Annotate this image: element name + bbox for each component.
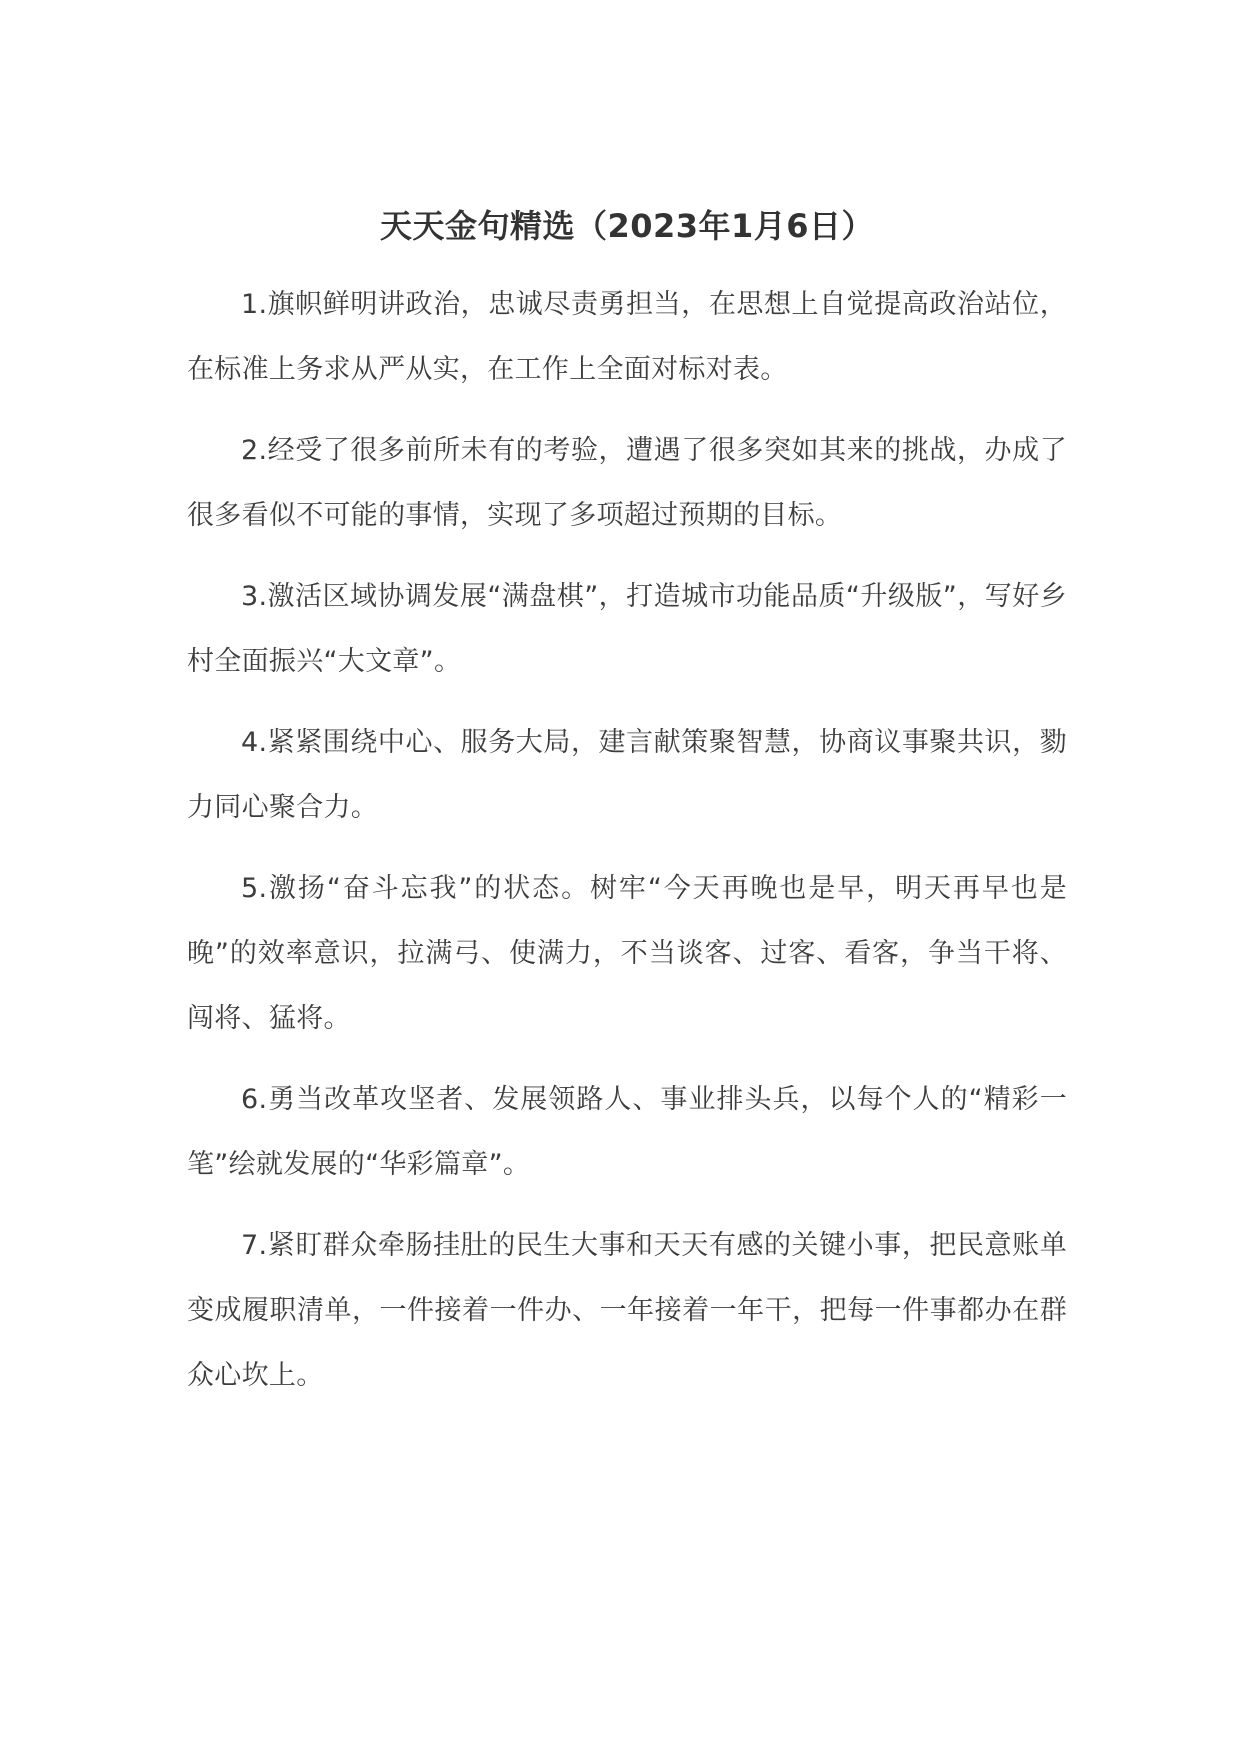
document-content (187, 200, 1067, 1424)
quote-item-4: 4.紧紧围绕中心、服务大局，建言献策聚智慧，协商议事聚共识，勠力同心聚合力。 (187, 727, 1067, 823)
quote-item-1: 1.旗帜鲜明讲政治，忠诚尽责勇担当，在思想上自觉提高政治站位，在标准上务求从严从实，在工作上全面对标对表。 (187, 289, 1067, 385)
quote-item-6: 6.勇当改革攻坚者、发展领路人、事业排头兵，以每个人的“精彩一笔”绘就发展的“华彩篇章”。 (187, 1084, 1067, 1180)
quote-item-3: 3.激活区域协调发展“满盘棋”，打造城市功能品质“升级版”，写好乡村全面振兴“大文章”。 (187, 581, 1067, 677)
quote-list (187, 272, 1067, 1408)
quote-item-2: 2.经受了很多前所未有的考验，遭遇了很多突如其来的挑战，办成了很多看似不可能的事情，实现了多项超过预期的目标。 (187, 435, 1067, 531)
quote-item-5: 5.激扬“奋斗忘我”的状态。树牢“今天再晚也是早，明天再早也是晚”的效率意识，拉满弓、使满力，不当谈客、过客、看客，争当干将、闯将、猛将。 (187, 873, 1067, 1034)
document-title: 天天金句精选（2023年1月6日） (379, 207, 875, 245)
quote-item-7: 7.紧盯群众牵肠挂肚的民生大事和天天有感的关键小事，把民意账单变成履职清单，一件接着一件办、一年接着一年干，把每一件事都办在群众心坎上。 (187, 1230, 1067, 1391)
